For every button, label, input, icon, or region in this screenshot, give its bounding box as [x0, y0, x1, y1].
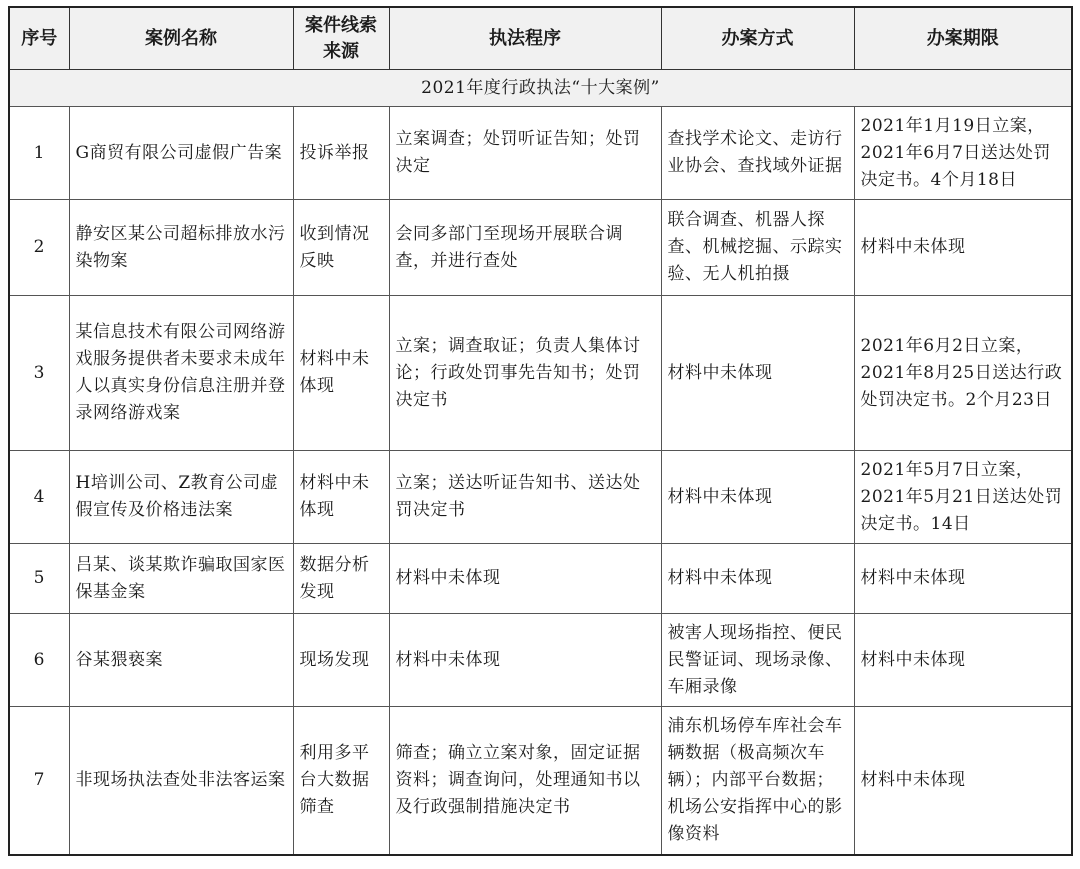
table-row [9, 296, 1072, 451]
row-method: 被害人现场指控、便民民警证词、现场录像、车厢录像 [661, 614, 854, 707]
header-procedure: 执法程序 [389, 7, 661, 70]
row-procedure: 立案调查；处罚听证告知；处罚决定 [389, 107, 661, 200]
table-row [9, 451, 1072, 544]
row-num: 3 [9, 296, 69, 451]
table-row [9, 200, 1072, 296]
row-source: 材料中未体现 [293, 296, 389, 451]
header-num: 序号 [9, 7, 69, 70]
table-row [9, 707, 1072, 855]
row-source: 收到情况反映 [293, 200, 389, 296]
header-row [9, 7, 1072, 70]
case-table-container [8, 6, 1071, 856]
row-period: 2021年1月19日立案，2021年6月7日送达处罚决定书。4个月18日 [854, 107, 1072, 200]
row-method: 联合调查、机器人探查、机械挖掘、示踪实验、无人机拍摄 [661, 200, 854, 296]
row-method: 材料中未体现 [661, 451, 854, 544]
row-num: 6 [9, 614, 69, 707]
section-title-row [9, 70, 1072, 107]
row-num: 4 [9, 451, 69, 544]
table-row [9, 107, 1072, 200]
case-table [8, 6, 1073, 856]
row-method: 查找学术论文、走访行业协会、查找域外证据 [661, 107, 854, 200]
row-period: 材料中未体现 [854, 544, 1072, 614]
row-procedure: 材料中未体现 [389, 544, 661, 614]
row-procedure: 立案；调查取证；负责人集体讨论；行政处罚事先告知书；处罚决定书 [389, 296, 661, 451]
row-name: 非现场执法查处非法客运案 [69, 707, 293, 855]
row-num: 1 [9, 107, 69, 200]
row-period: 材料中未体现 [854, 707, 1072, 855]
table-row [9, 544, 1072, 614]
header-method: 办案方式 [661, 7, 854, 70]
row-name: G商贸有限公司虚假广告案 [69, 107, 293, 200]
header-source: 案件线索来源 [293, 7, 389, 70]
table-row [9, 614, 1072, 707]
row-method: 材料中未体现 [661, 544, 854, 614]
row-source: 利用多平台大数据筛查 [293, 707, 389, 855]
row-name: 某信息技术有限公司网络游戏服务提供者未要求未成年人以真实身份信息注册并登录网络游戏案 [69, 296, 293, 451]
row-procedure: 立案；送达听证告知书、送达处罚决定书 [389, 451, 661, 544]
row-num: 2 [9, 200, 69, 296]
row-period: 材料中未体现 [854, 614, 1072, 707]
row-name: 谷某猥亵案 [69, 614, 293, 707]
row-source: 现场发现 [293, 614, 389, 707]
row-num: 7 [9, 707, 69, 855]
row-period: 2021年5月7日立案，2021年5月21日送达处罚决定书。14日 [854, 451, 1072, 544]
row-name: 吕某、谈某欺诈骗取国家医保基金案 [69, 544, 293, 614]
header-name: 案例名称 [69, 7, 293, 70]
row-period: 2021年6月2日立案，2021年8月25日送达行政处罚决定书。2个月23日 [854, 296, 1072, 451]
row-procedure: 材料中未体现 [389, 614, 661, 707]
row-period: 材料中未体现 [854, 200, 1072, 296]
row-source: 数据分析发现 [293, 544, 389, 614]
header-period: 办案期限 [854, 7, 1072, 70]
row-source: 投诉举报 [293, 107, 389, 200]
row-name: H培训公司、Z教育公司虚假宣传及价格违法案 [69, 451, 293, 544]
section-title: 2021年度行政执法“十大案例” [9, 70, 1072, 107]
row-num: 5 [9, 544, 69, 614]
row-name: 静安区某公司超标排放水污染物案 [69, 200, 293, 296]
row-method: 材料中未体现 [661, 296, 854, 451]
row-source: 材料中未体现 [293, 451, 389, 544]
row-procedure: 会同多部门至现场开展联合调查，并进行查处 [389, 200, 661, 296]
row-procedure: 筛查；确立立案对象，固定证据资料；调查询问，处理通知书以及行政强制措施决定书 [389, 707, 661, 855]
row-method: 浦东机场停车库社会车辆数据（极高频次车辆）；内部平台数据；机场公安指挥中心的影像资料 [661, 707, 854, 855]
